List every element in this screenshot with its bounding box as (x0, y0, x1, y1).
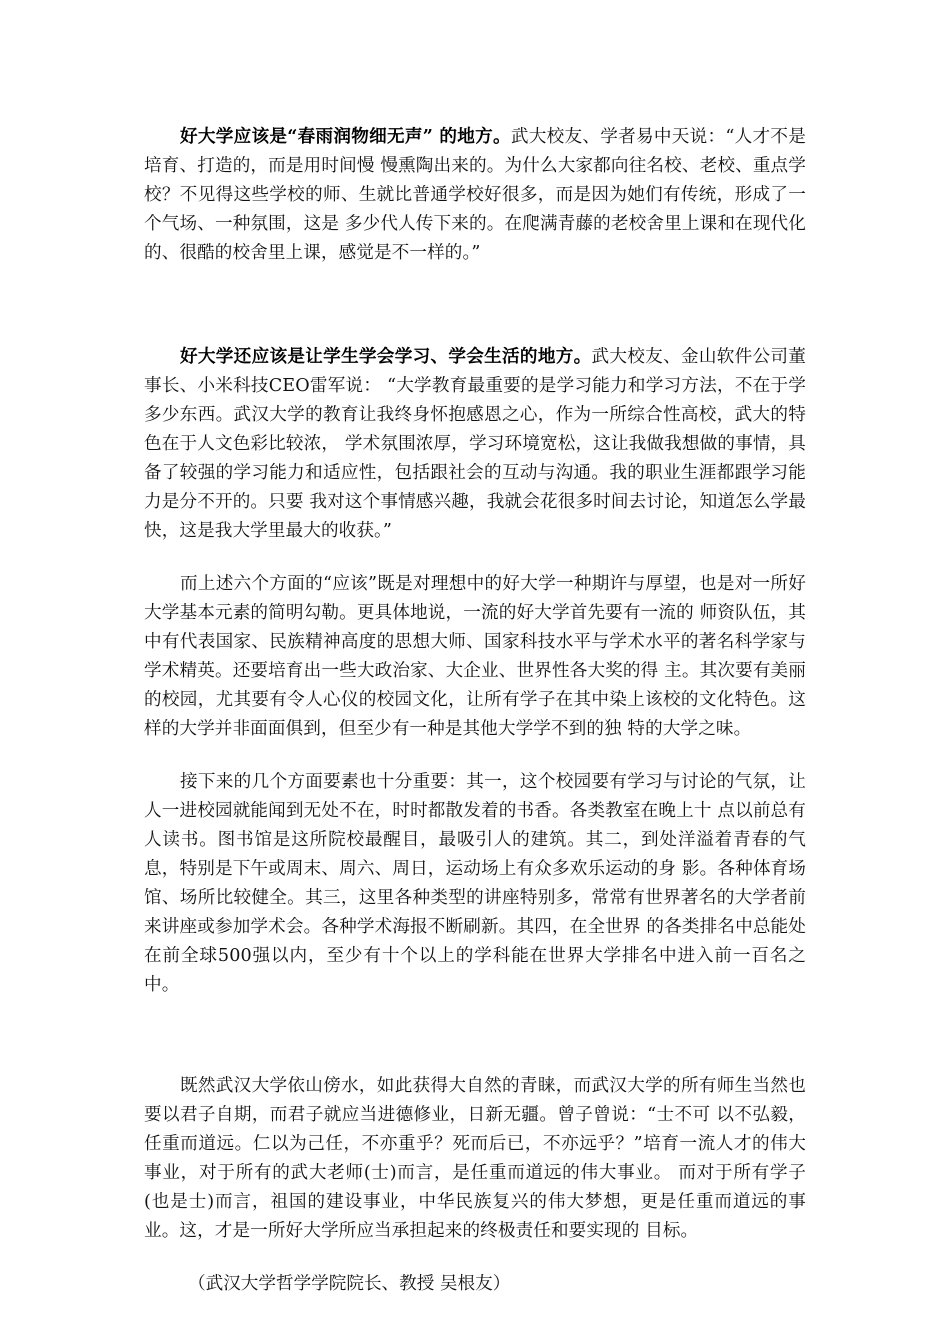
paragraph-spring-rain (144, 122, 806, 268)
paragraph-learn-to-learn (144, 342, 806, 546)
paragraph-other-elements (144, 768, 806, 1000)
paragraph-body: 既然武汉大学依山傍水，如此获得大自然的青睐，而武汉大学的所有师生当然也要以君子自期，而君子就应当进德修业，日新无疆。曾子曾说：“士不可 以不弘毅，任重而道远。仁以为己任，不亦重乎？死而后已，不亦远乎？”培育一流人才的伟大事业，对于所有的武大老师(士)而言，是任重而道远的伟大事业。 而对于所有学子(也是士)而言，祖国的建设事业，中华民族复兴的伟大梦想，更是任重而道远的事业。这，才是一所好大学所应当承担起来的终极责任和要实现的 目标。 (144, 1076, 806, 1241)
paragraph-body: 武大校友、学者易中天说：“人才不是培育、打造的，而是用时间慢 慢熏陶出来的。为什么大家都向往名校、老校、重点学校？不见得这些学校的师、生就比普通学校好很多，而是因为她们有传统，形成了一个气场、一种氛围，这是 多少代人传下来的。在爬满青藤的老校舍里上课和在现代化的、很酷的校舍里上课，感觉是不一样的。” (144, 127, 806, 263)
paragraph-lead: 好大学还应该是让学生学会学习、学会生活的地方。 (180, 346, 592, 367)
author-signature: （武汉大学哲学学院院长、教授 吴根友） (188, 1274, 511, 1294)
document-page (144, 122, 806, 1299)
paragraph-lead: 好大学应该是“春雨润物细无声” 的地方。 (180, 126, 511, 147)
paragraph-conclusion (144, 1072, 806, 1246)
paragraph-body: 武大校友、金山软件公司董事长、小米科技CEO雷军说： “大学教育最重要的是学习能力和学习方法，不在于学多少东西。武汉大学的教育让我终身怀抱感恩之心，作为一所综合性高校，武大的特色在于人文色彩比较浓， 学术氛围浓厚，学习环境宽松，这让我做我想做的事情，具备了较强的学习能力和适应性，包括跟社会的互动与沟通。我的职业生涯都跟学习能力是分不开的。只要 我对这个事情感兴趣，我就会花很多时间去讨论，知道怎么学最快，这是我大学里最大的收获。” (144, 347, 806, 541)
paragraph-body: 而上述六个方面的“应该”既是对理想中的好大学一种期许与厚望，也是对一所好大学基本元素的简明勾勒。更具体地说，一流的好大学首先要有一流的 师资队伍，其中有代表国家、民族精神高度的思想大师、国家科技水平与学术水平的著名科学家与学术精英。还要培育出一些大政治家、大企业、世界性各大奖的得 主。其次要有美丽的校园，尤其要有令人心仪的校园文化，让所有学子在其中染上该校的文化特色。这样的大学并非面面俱到，但至少有一种是其他大学学不到的独 特的大学之味。 (144, 574, 806, 739)
paragraph-six-aspects (144, 570, 806, 744)
paragraph-body: 接下来的几个方面要素也十分重要：其一，这个校园要有学习与讨论的气氛，让人一进校园就能闻到无处不在，时时都散发着的书香。各类教室在晚上十 点以前总有人读书。图书馆是这所院校最醒目，最吸引人的建筑。其二，到处洋溢着青春的气息，特别是下午或周末、周六、周日，运动场上有众多欢乐运动的身 影。各种体育场馆、场所比较健全。其三，这里各种类型的讲座特别多，常常有世界著名的大学者前来讲座或参加学术会。各种学术海报不断刷新。其四，在全世界 的各类排名中总能处在前全球500强以内，至少有十个以上的学科能在世界大学排名中进入前一百名之中。 (144, 772, 806, 995)
